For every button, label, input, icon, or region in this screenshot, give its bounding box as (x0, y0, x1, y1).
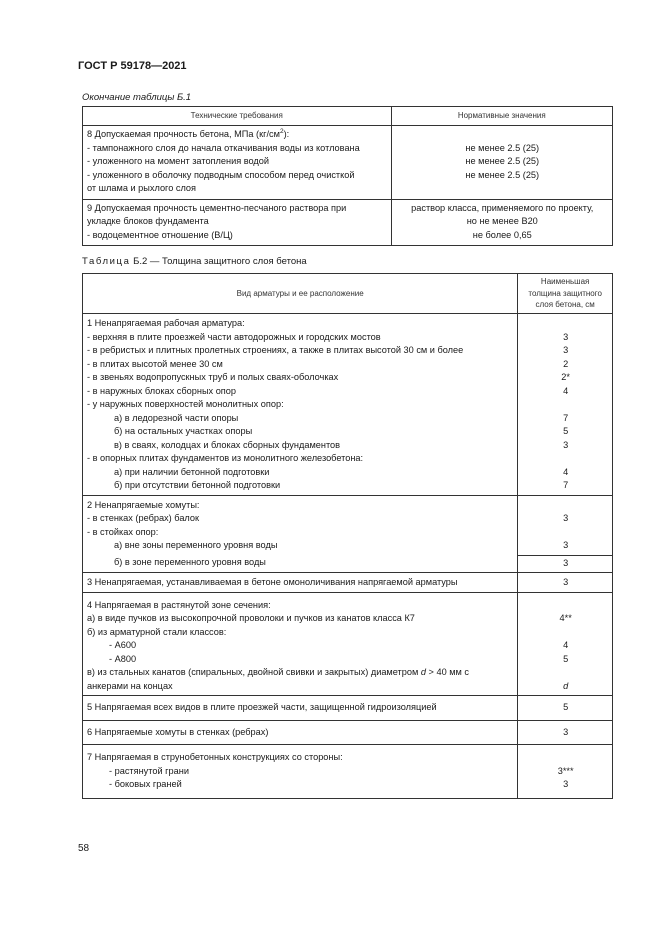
row8-item: - уложенного в оболочку подводным способом перед очисткой (87, 169, 355, 180)
table-b2 (82, 273, 613, 799)
table-row (83, 745, 613, 799)
thickness-value: 7 (563, 480, 569, 490)
list-item: - боковых граней (109, 779, 182, 789)
row8-value: не менее 2.5 (25) (465, 169, 540, 180)
section-title: 5 Напрягаемая всех видов в плите проезжей части, защищенной гидроизоляцией (87, 702, 437, 712)
list-item: а) при наличии бетонной подготовки (114, 466, 270, 477)
list-item: в) из стальных канатов (спиральных, двойной свивки и закрытых) диаметром d > 40 мм с (87, 667, 470, 677)
list-item: - в ребристых и плитных пролетных строениях, а также в плитах высотой 30 см и более (87, 345, 464, 355)
thickness-value: 3 (563, 513, 569, 523)
thickness-value: 3 (563, 726, 569, 737)
table-row (83, 696, 613, 721)
list-item: - в стенках (ребрах) балок (87, 513, 200, 523)
list-item: - в плитах высотой менее 30 см (87, 358, 223, 369)
list-item: - в опорных плитах фундаментов из монолитного железобетона: (87, 453, 364, 463)
row9-line: 9 Допускаемая прочность цементно-песчаного раствора при (87, 202, 347, 213)
table-row (83, 126, 613, 200)
list-item: - А600 (109, 640, 137, 650)
row8-value: не менее 2.5 (25) (465, 156, 540, 166)
section-title: 4 Напрягаемая в растянутой зоне сечения: (87, 599, 271, 610)
thickness-value: 4 (563, 640, 569, 650)
table-row (83, 555, 613, 573)
document-header: ГОСТ Р 59178—2021 (78, 60, 187, 72)
thickness-value: 7 (563, 412, 569, 423)
list-item: а) в ледорезной части опоры (114, 412, 239, 423)
thickness-value: 3 (563, 331, 569, 342)
list-item: б) при отсутствии бетонной подготовки (114, 480, 281, 490)
row8-title: 8 Допускаемая прочность бетона, МПа $(кг/см^2)$: (87, 127, 290, 139)
list-item: анкерами на концах (87, 680, 173, 691)
thickness-value: 3 (563, 779, 569, 789)
table-row (83, 573, 613, 593)
table1-header-values: Нормативные значения (391, 107, 612, 126)
list-item: в) в сваях, колодцах и блоках сборных фундаментов (114, 439, 341, 450)
list-item: - верхняя в плите проезжей части автодорожных и городских мостов (87, 331, 381, 342)
section-title: 2 Ненапрягаемые хомуты: (87, 499, 200, 510)
row8-item: - тампонажного слоя до начала откачивания воды из котлована (87, 142, 360, 153)
list-item: а) в виде пучков из высокопрочной проволоки и пучков из канатов класса К7 (87, 613, 415, 623)
thickness-value: 3 (563, 577, 569, 587)
thickness-value: 4** (559, 613, 572, 623)
table-row (83, 314, 613, 496)
table-row (83, 592, 613, 696)
list-item: - А800 (109, 653, 137, 664)
list-item: а) вне зоны переменного уровня воды (114, 540, 278, 550)
thickness-value: 4 (563, 466, 569, 477)
table1-header-requirements: Технические требования (83, 107, 392, 126)
table2-caption: Таблица Б.2 — Толщина защитного слоя бетона (82, 256, 307, 267)
list-item: - в наружных блоках сборных опор (87, 385, 237, 396)
thickness-value: 5 (563, 702, 569, 712)
row9-line: укладке блоков фундамента (87, 216, 209, 226)
thickness-value: 2* (561, 372, 570, 382)
table-b1-end (82, 106, 613, 246)
row8-item: от шлама и рыхлого слоя (87, 183, 197, 193)
list-item: - в стойках опор: (87, 526, 159, 537)
list-item: б) на остальных участках опоры (114, 426, 253, 436)
list-item: - у наружных поверхностей монолитных опор: (87, 399, 284, 409)
table-row (83, 199, 613, 246)
row9-value: раствор класса, применяемого по проекту, (411, 202, 594, 213)
list-item: б) из арматурной стали классов: (87, 626, 227, 637)
thickness-value: 3 (563, 345, 569, 355)
table1-caption: Окончание таблицы Б.1 (82, 92, 192, 103)
table-row (83, 720, 613, 745)
thickness-value: 3 (563, 540, 569, 550)
row8-item: - уложенного на момент затопления водой (87, 156, 270, 166)
section-title: 1 Ненапрягаемая рабочая арматура: (87, 318, 245, 328)
row9-line: - водоцементное отношение (В/Ц) (87, 229, 233, 240)
thickness-value: 3 (563, 439, 569, 450)
thickness-value: 3*** (557, 765, 574, 776)
table-row (83, 495, 613, 555)
section-title: 7 Напрягаемая в струнобетонных конструкциях со стороны: (87, 752, 343, 762)
row9-value: но не менее В20 (466, 216, 538, 226)
list-item: - в звеньях водопропускных труб и полых сваях-оболочках (87, 372, 339, 382)
thickness-value: 3 (563, 557, 569, 568)
thickness-value: d (563, 680, 569, 691)
list-item: - растянутой грани (109, 765, 189, 776)
thickness-value: 4 (563, 385, 569, 396)
thickness-value: 5 (563, 426, 569, 436)
list-item: б) в зоне переменного уровня воды (114, 557, 266, 567)
table2-header-thickness: Наименьшая толщина защитного слоя бетона, см (518, 274, 613, 314)
page-number: 58 (78, 843, 90, 854)
row8-value: не менее 2.5 (25) (465, 142, 540, 153)
table2-header-type: Вид арматуры и ее расположение (83, 274, 518, 314)
thickness-value: 2 (563, 358, 569, 369)
section-title: 3 Ненапрягаемая, устанавливаемая в бетоне омоноличивания напрягаемой арматуры (87, 577, 458, 587)
section-title: 6 Напрягаемые хомуты в стенках (ребрах) (87, 726, 269, 737)
thickness-value: 5 (563, 653, 569, 664)
row9-value: не более 0,65 (472, 229, 532, 240)
